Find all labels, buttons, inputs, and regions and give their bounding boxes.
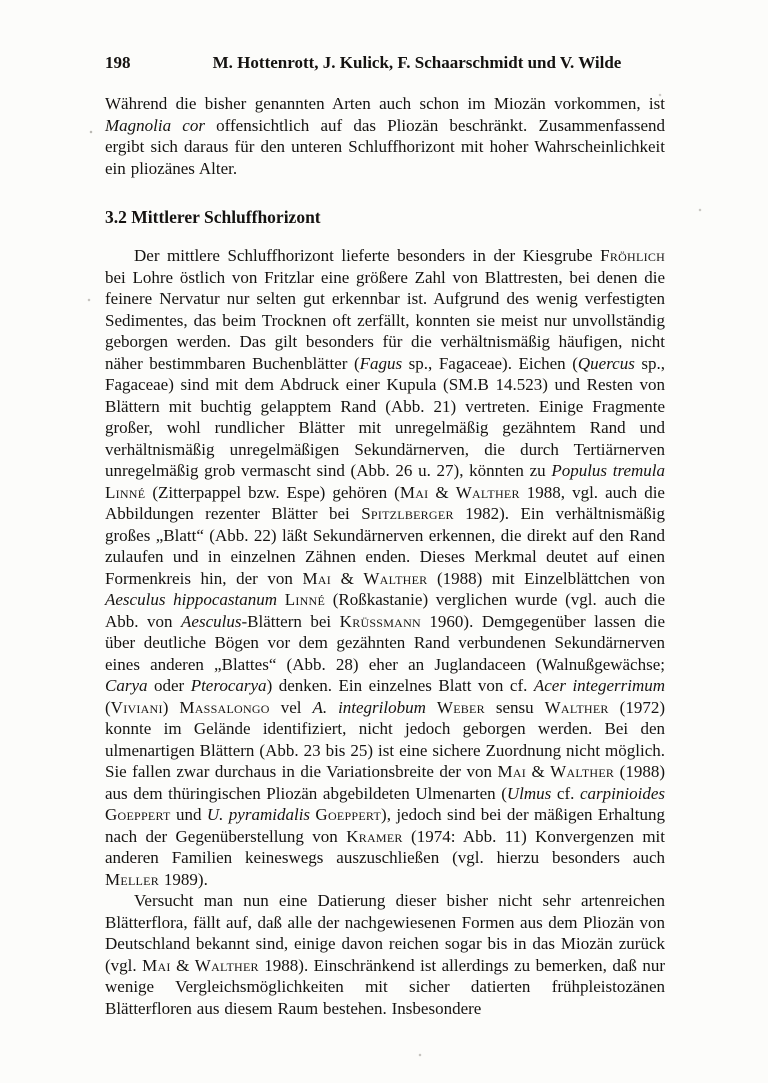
text-run: (1972) konnte im Gelände identifiziert, nicht jedoch geborgen werden. Bei den ulmenartigen Blättern (Abb. 23 bis 25) ist eine sichere Zuordnung nicht möglich. Sie fallen zwar durchaus in die Variationsbreite der von	[105, 697, 665, 781]
italic-text: Fagus	[359, 353, 403, 373]
text-run	[277, 590, 285, 609]
italic-text: Quercus	[577, 353, 635, 373]
text-run: Während die bisher genannten Arten auch schon im Miozän vorkommen, ist	[105, 94, 665, 113]
italic-text: Aesculus hippocastanum	[105, 590, 278, 609]
text-run: (1988) mit Einzelblättchen von	[427, 568, 665, 588]
text-run: sp., Fagaceae). Eichen (	[402, 353, 578, 373]
document-body	[105, 93, 665, 1019]
smallcaps-text: Massalongo	[179, 697, 270, 717]
text-run: und	[170, 805, 207, 824]
smallcaps-text: Walther	[363, 568, 428, 588]
text-run: 1982). Ein verhältnismäßig großes „Blatt“ (Abb. 22) läßt Sekundärnerven erkennen, die direkt auf den Rand zulaufen und in einzelnen Zähnen enden. Dieses Merkmal deutet auf einen Formenkreis hin, der von	[105, 504, 665, 588]
smallcaps-text: Kramer	[346, 826, 403, 846]
italic-text: Acer integerrimum	[533, 676, 666, 695]
smallcaps-text: Goeppert	[315, 805, 382, 824]
smallcaps-text: Mai	[497, 762, 526, 781]
text-run: 1988, vgl. auch die Abbildungen rezenter Blätter bei	[105, 482, 665, 523]
smallcaps-text: Walther	[550, 762, 615, 781]
text-run: ), jedoch sind bei der mäßigen Erhaltung nach der Gegenüberstellung von	[105, 805, 665, 846]
italic-text: Populus tremula	[551, 461, 665, 480]
page-number: 198	[105, 53, 131, 72]
smallcaps-text: Krüssmann	[339, 611, 421, 631]
text-run: &	[330, 568, 364, 588]
text-run: 1989).	[158, 869, 208, 889]
smallcaps-text: Walther	[455, 482, 520, 502]
running-title: M. Hottenrott, J. Kulick, F. Schaarschmidt und V. Wilde	[212, 53, 622, 72]
smallcaps-text: Meller	[105, 869, 159, 889]
section-heading: 3.2 Mittlerer Schluffhorizont	[105, 207, 321, 227]
italic-text: Magnolia cor	[105, 115, 205, 135]
smallcaps-text: Walther	[194, 955, 259, 975]
text-run: bei Lohre östlich von Fritzlar eine größere Zahl von Blattresten, bei denen die feinere Nervatur nur selten gut erkennbar ist. Aufgrund des wenig verfestigten Sedimentes, das beim Trocknen oft zerfällt, konnten sie meist nur unvollständig geborgen werden. Das gilt besonders für die verhältnismäßig häufigen, nicht näher bestimmbaren Buchenblätter (	[105, 267, 665, 373]
italic-text: Carya	[105, 676, 148, 695]
text-run: Der mittlere Schluffhorizont lieferte besonders in der Kiesgrube	[134, 246, 601, 265]
text-run: (Zitterpappel bzw. Espe) gehören (	[145, 482, 400, 502]
smallcaps-text: Mai	[302, 568, 331, 588]
text-run: sp., Fagaceae) sind mit dem Abdruck einer Kupula (SM.B 14.523) und Resten von Blättern mit buchtig gelapptem Rand (Abb. 21) vertreten. Einige Fragmente großer, wohl rundlicher Blätter mit unregelmäßig gezähntem Rand und verhältnismäßig unregelmäßigen Sekundärnerven, die durch Tertiärnerven unregelmäßig grob vermascht sind (Abb. 26 u. 27), könnten zu	[105, 353, 665, 480]
text-run: Versucht man nun eine Datierung dieser bisher nicht sehr artenreichen Blätterflora, fällt auf, daß alle der nachgewiesenen Formen aus dem Pliozän von Deutschland bekannt sind, einige davon reichen sogar bis in das Miozän zurück (vgl.	[105, 891, 665, 975]
text-run: &	[526, 762, 551, 781]
text-run: sensu	[484, 697, 545, 717]
smallcaps-text: Walther	[544, 697, 609, 717]
italic-text: U. pyramidalis	[206, 805, 311, 824]
running-header	[105, 52, 665, 73]
text-run: (Roßkastanie) verglichen wurde (vgl. auch die Abb. von	[105, 590, 665, 631]
italic-text: Pterocarya	[190, 676, 267, 695]
text-run: )	[162, 697, 180, 717]
text-run: (	[105, 697, 111, 717]
italic-text: carpinioides	[580, 783, 665, 803]
text-run: ) denken. Ein einzelnes Blatt von cf.	[266, 676, 534, 695]
text-run: (1988) aus dem thüringischen Pliozän abgebildeten Ulmenarten (	[105, 762, 665, 803]
text-run: cf.	[551, 783, 580, 803]
smallcaps-text: Viviani	[110, 697, 163, 717]
text-run	[426, 698, 437, 717]
italic-text: A. integrilobum	[312, 697, 426, 717]
italic-text: Aesculus	[181, 611, 242, 631]
smallcaps-text: Mai	[142, 955, 171, 975]
text-run: 1960). Demgegenüber lassen die über deutliche Bögen vor dem gezähnten Rand verbundenen Sekundärnerven eines anderen „Blattes“ (Abb. 28) eher an Juglandaceen (Walnußgewächse;	[105, 611, 665, 674]
smallcaps-text: Linné	[284, 590, 326, 609]
text-run: -Blättern bei	[241, 611, 340, 631]
paragraph	[105, 245, 665, 890]
text-run: vel	[269, 697, 313, 717]
text-run: offensichtlich auf das Pliozän beschränkt. Zusammenfassend ergibt sich daraus für den unteren Schluffhorizont mit hoher Wahrscheinlichkeit ein pliozänes Alter.	[105, 115, 665, 178]
smallcaps-text: Linné	[105, 482, 146, 502]
italic-text: Ulmus	[506, 783, 552, 803]
smallcaps-text: Goeppert	[105, 805, 171, 824]
smallcaps-text: Fröhlich	[600, 246, 665, 265]
text-run: (1974: Abb. 11) Konvergenzen mit anderen Familien keineswegs auszuschließen (vgl. hierzu besonders auch	[105, 826, 665, 867]
text-run: &	[428, 482, 456, 502]
paragraph	[105, 890, 665, 1019]
text-run: &	[170, 955, 195, 975]
paragraph	[105, 93, 665, 179]
smallcaps-text: Weber	[436, 697, 485, 717]
smallcaps-text: Mai	[399, 482, 429, 502]
text-run: oder	[147, 676, 191, 695]
smallcaps-text: Spitzlberger	[361, 504, 454, 523]
text-run: 1988). Einschränkend ist allerdings zu bemerken, daß nur wenige Vergleichsmöglichkeiten mit sicher datierten frühpleistozänen Blätterfloren aus diesem Raum bestehen. Insbesondere	[105, 955, 665, 1018]
